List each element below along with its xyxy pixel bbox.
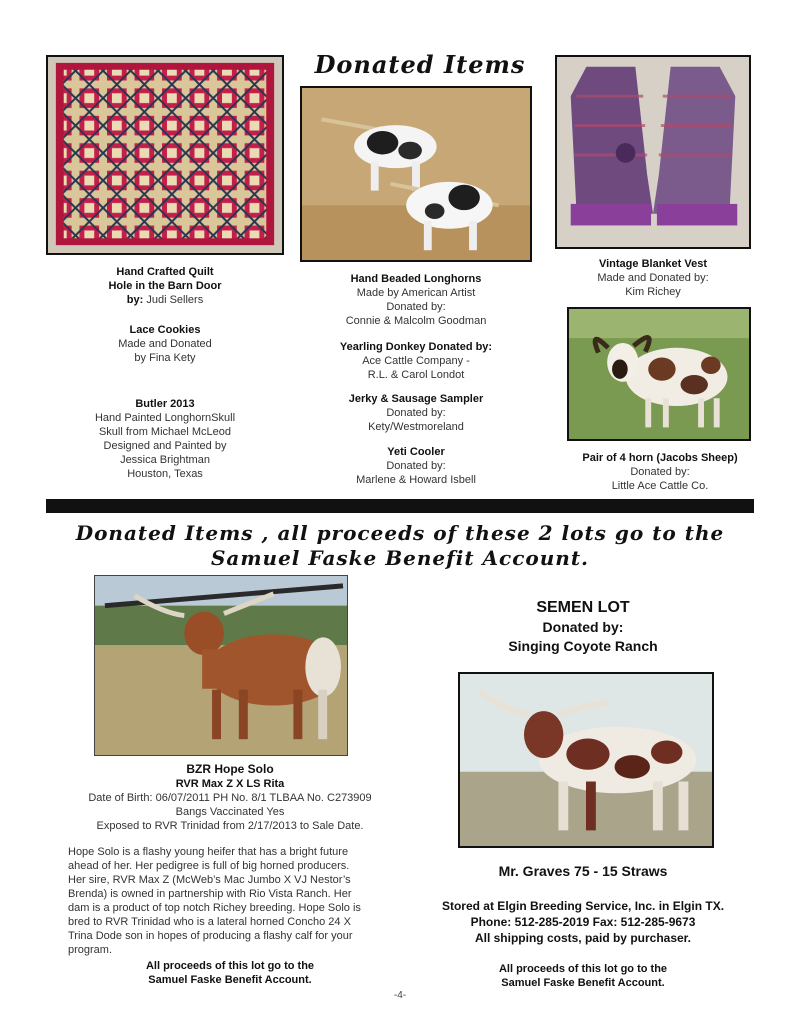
- hope-solo-proceeds: [60, 959, 400, 987]
- sheep-caption: [555, 451, 765, 493]
- yeti-line1: Donated by:: [386, 460, 446, 472]
- vest-line2: Kim Richey: [625, 286, 681, 298]
- semen-lot-proceeds: [440, 962, 726, 990]
- description-line: program.: [68, 944, 113, 956]
- jerky-line2: Kety/Westmoreland: [368, 421, 464, 433]
- description-line: Hope Solo is a flashy young heifer that has a bright future: [68, 846, 349, 858]
- donkey-title: Yearling Donkey Donated by:: [339, 341, 493, 353]
- yeti-title: Yeti Cooler: [387, 446, 445, 458]
- description-line: bred to RVR Trinidad who is a lateral horned Concho 24 X: [68, 916, 351, 928]
- hope-solo-details1: Date of Birth: 06/07/2011 PH No. 8/1 TLBAA No. C273909: [88, 792, 372, 804]
- quilt-by: [46, 293, 284, 307]
- description-line: Her sire, RVR Max Z (McWeb’s Mac Jumbo X VJ Nestor’s: [68, 874, 351, 886]
- hope-solo-details2: Bangs Vaccinated Yes: [175, 806, 285, 818]
- cookies-line1: Made and Donated: [118, 338, 212, 350]
- vest-caption: [555, 257, 751, 299]
- mr-graves-photo: [458, 672, 714, 848]
- semen-lot-storage: [410, 898, 756, 946]
- longhorns-title: Hand Beaded Longhorns: [350, 273, 482, 285]
- quilt-title: Hand Crafted Quilt: [116, 266, 214, 278]
- jacobs-sheep-photo: [567, 307, 751, 441]
- hope-solo-proceeds-line1: All proceeds of this lot go to the: [145, 960, 315, 972]
- butler-line1: Hand Painted LonghornSkull: [94, 412, 236, 424]
- butler-line2: Skull from Michael McLeod: [98, 426, 232, 438]
- hope-solo-photo: [94, 575, 348, 756]
- jerky-title: Jerky & Sausage Sampler: [348, 393, 484, 405]
- section2-line1: Donated Items , all proceeds of these 2 lots go to the: [75, 521, 725, 545]
- jerky-line1: Donated by:: [386, 407, 446, 419]
- page-number: -4-: [393, 990, 407, 1001]
- description-line: dam is a product of top notch Richey breeding. Hope Solo is: [68, 902, 361, 914]
- butler-line3: Designed and Painted by: [103, 440, 227, 452]
- description-line: Brenda) is owned in partnership with Rio Vista Ranch. Her: [68, 888, 352, 900]
- section-divider: [46, 499, 754, 513]
- butler-line5: Houston, Texas: [127, 468, 203, 480]
- longhorns-line2: Donated by:: [386, 301, 446, 313]
- description-line: ahead of her. Her pedigree is full of big horned producers.: [68, 860, 350, 872]
- sheep-line2: Little Ace Cattle Co.: [611, 480, 709, 492]
- donkey-caption: [300, 340, 532, 382]
- page-title: Donated Items: [314, 50, 526, 79]
- hope-solo-pedigree: RVR Max Z X LS Rita: [175, 778, 285, 790]
- semen-lot-shipping: All shipping costs, paid by purchaser.: [474, 931, 692, 945]
- cookies-caption: [46, 323, 284, 365]
- cookies-title: Lace Cookies: [129, 324, 201, 336]
- semen-lot-phone: Phone: 512-285-2019 Fax: 512-285-9673: [470, 915, 696, 929]
- jerky-caption: [300, 392, 532, 434]
- hope-solo-header: [60, 762, 400, 833]
- vest-title: Vintage Blanket Vest: [598, 258, 707, 270]
- sheep-title: Pair of 4 horn (Jacobs Sheep): [582, 452, 738, 464]
- semen-lot-straws: Mr. Graves 75 - 15 Straws: [498, 863, 668, 879]
- beaded-longhorns-photo: [300, 86, 532, 262]
- description-line: Trina Dode son in hopes of producing a flashy calf for your: [68, 930, 353, 942]
- vest-line1: Made and Donated by:: [597, 272, 709, 284]
- longhorns-line3: Connie & Malcolm Goodman: [345, 315, 487, 327]
- section2-heading: [40, 521, 760, 571]
- quilt-by-label: by:: [126, 294, 144, 306]
- butler-caption: [46, 397, 284, 481]
- quilt-photo: [46, 55, 284, 255]
- semen-lot-title: SEMEN LOT: [536, 599, 630, 616]
- butler-title: Butler 2013: [135, 398, 195, 410]
- butler-line4: Jessica Brightman: [120, 454, 210, 466]
- semen-lot-ranch: Singing Coyote Ranch: [508, 638, 658, 654]
- longhorns-line1: Made by American Artist: [356, 287, 476, 299]
- section2-line2: Samuel Faske Benefit Account.: [210, 546, 590, 570]
- hope-solo-proceeds-line2: Samuel Faske Benefit Account.: [148, 974, 312, 986]
- quilt-by-name: Judi Sellers: [146, 294, 204, 306]
- semen-lot-header: [440, 598, 726, 656]
- quilt-subtitle: Hole in the Barn Door: [108, 280, 222, 292]
- donkey-line1: Ace Cattle Company -: [362, 355, 470, 367]
- semen-lot-donated-label: Donated by:: [542, 619, 624, 635]
- hope-solo-description: [68, 845, 408, 957]
- cookies-line2: by Fina Kety: [134, 352, 196, 364]
- semen-lot-stored: Stored at Elgin Breeding Service, Inc. in Elgin TX.: [441, 899, 725, 913]
- longhorns-caption: [300, 272, 532, 328]
- yeti-line2: Marlene & Howard Isbell: [356, 474, 476, 486]
- blanket-vest-photo: [555, 55, 751, 249]
- hope-solo-name: BZR Hope Solo: [186, 762, 274, 776]
- hope-solo-details3: Exposed to RVR Trinidad from 2/17/2013 to Sale Date.: [96, 820, 364, 832]
- quilt-caption: [46, 265, 284, 307]
- donkey-line2: R.L. & Carol Londot: [367, 369, 465, 381]
- yeti-caption: [300, 445, 532, 487]
- semen-lot-proceeds-line2: Samuel Faske Benefit Account.: [501, 977, 665, 989]
- semen-lot-proceeds-line1: All proceeds of this lot go to the: [498, 963, 668, 975]
- sheep-line1: Donated by:: [630, 466, 690, 478]
